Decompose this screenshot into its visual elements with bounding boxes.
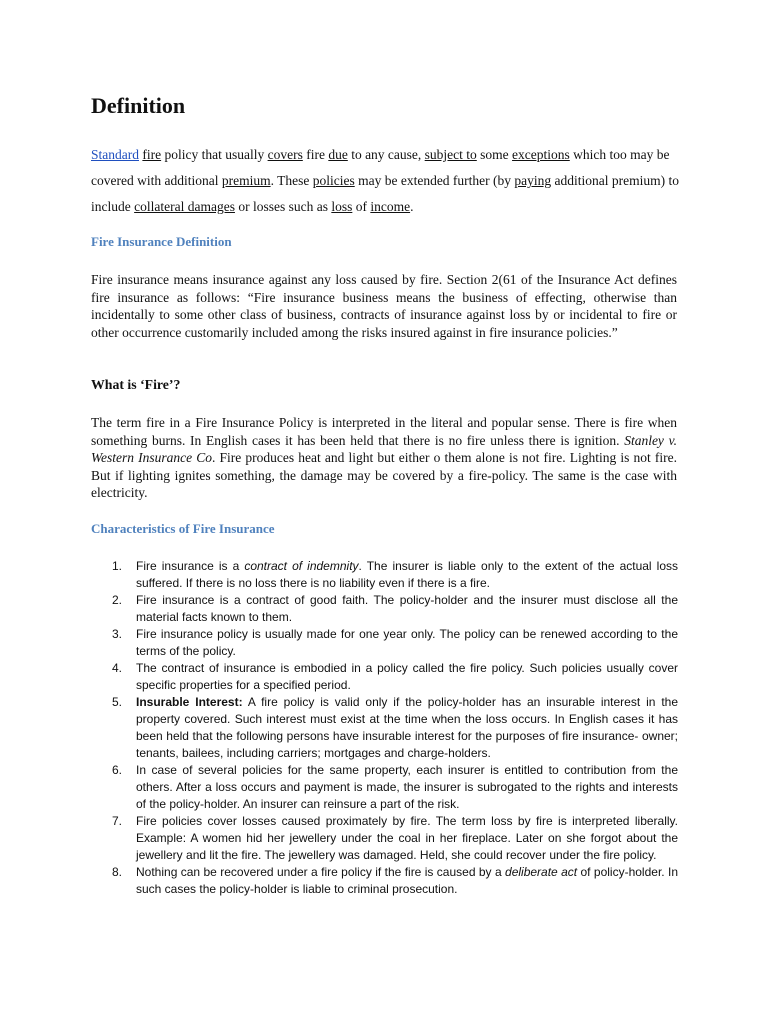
link-subject-to[interactable]: subject to <box>424 147 477 162</box>
link-fire[interactable]: fire <box>142 147 162 162</box>
fire-insurance-definition-heading: Fire Insurance Definition <box>91 234 232 249</box>
what-is-fire-heading: What is ‘Fire’? <box>91 377 181 392</box>
characteristics-list <box>112 558 678 898</box>
fire-insurance-definition-text: Fire insurance means insurance against any loss caused by fire. Section 2(61 of the Insurance Act defines fire insurance as follows: “Fire insurance business means the business of effecting, otherwise than incidentally to some other class of business, contracts of insurance against loss by or incidental to fire or other occurrence customarily included among the risks insured against in fire insurance policies.” <box>91 272 677 340</box>
link-standard[interactable]: Standard <box>91 147 139 162</box>
list-item: 5. Insurable Interest: A fire policy is valid only if the policy-holder has an insurable interest in the property covered. Such interest must exist at the time when the loss occurs. In English cases it has been held that the following persons have insurable interest for the purposes of fire insurance- owner; tenants, bailees, including carriers; mortgages and charge-holders. <box>112 695 678 760</box>
list-item: 1. Fire insurance is a contract of indemnity. The insurer is liable only to the extent of the actual loss suffered. If there is no loss there is no liability even if there is a fire. <box>112 559 678 590</box>
link-premium[interactable]: premium <box>221 173 271 188</box>
list-item: 3. Fire insurance policy is usually made for one year only. The policy can be renewed according to the terms of the policy. <box>112 627 678 658</box>
list-item: 7. Fire policies cover losses caused proximately by fire. The term loss by fire is interpreted liberally. Example: A women hid her jewellery under the coal in her fireplace. Later on she forgot about the jewellery and lit the fire. The jewellery was damaged. Held, she could recover under the fire policy. <box>112 814 678 862</box>
list-item: 6. In case of several policies for the same property, each insurer is entitled to contribution from the others. After a loss occurs and payment is made, the insurer is subrogated to the rights and interests of the policy-holder. An insurer can reinsure a part of the risk. <box>112 763 678 811</box>
link-paying[interactable]: paying <box>514 173 552 188</box>
link-loss[interactable]: loss <box>331 199 353 214</box>
list-item: 8. Nothing can be recovered under a fire policy if the fire is caused by a deliberate act of policy-holder. In such cases the policy-holder is liable to criminal prosecution. <box>112 865 679 896</box>
list-item: 2. Fire insurance is a contract of good faith. The policy-holder and the insurer must disclose all the material facts known to them. <box>112 593 678 624</box>
link-income[interactable]: income <box>370 199 411 214</box>
link-covers[interactable]: covers <box>267 147 303 162</box>
characteristics-heading: Characteristics of Fire Insurance <box>91 521 275 536</box>
link-policies[interactable]: policies <box>312 173 355 188</box>
page-title: Definition <box>91 93 186 118</box>
intro-paragraph: Standard fire policy that usually covers fire due to any cause, subject to some exceptions which too may be covered with additional premium. These policies may be extended further (by paying additional premium) to include collateral damages or losses such as loss of income. <box>91 147 680 214</box>
what-is-fire-text: The term fire in a Fire Insurance Policy is interpreted in the literal and popular sense. There is fire when something burns. In English cases it has been held that there is no fire unless there is ignition. Stanley v. Western Insurance Co. Fire produces heat and light but either o them alone is not fire. Lighting is not fire. But if lighting ignites something, the damage may be covered by a fire-policy. The same is the case with electricity. <box>91 415 677 500</box>
list-item: 4. The contract of insurance is embodied in a policy called the fire policy. Such policies usually cover specific properties for a specified period. <box>112 661 678 692</box>
case-citation: Stanley v. Western Insurance Co <box>91 432 677 465</box>
link-collateral-damages[interactable]: collateral damages <box>134 199 235 214</box>
link-due[interactable]: due <box>328 147 348 162</box>
link-exceptions[interactable]: exceptions <box>512 147 570 162</box>
